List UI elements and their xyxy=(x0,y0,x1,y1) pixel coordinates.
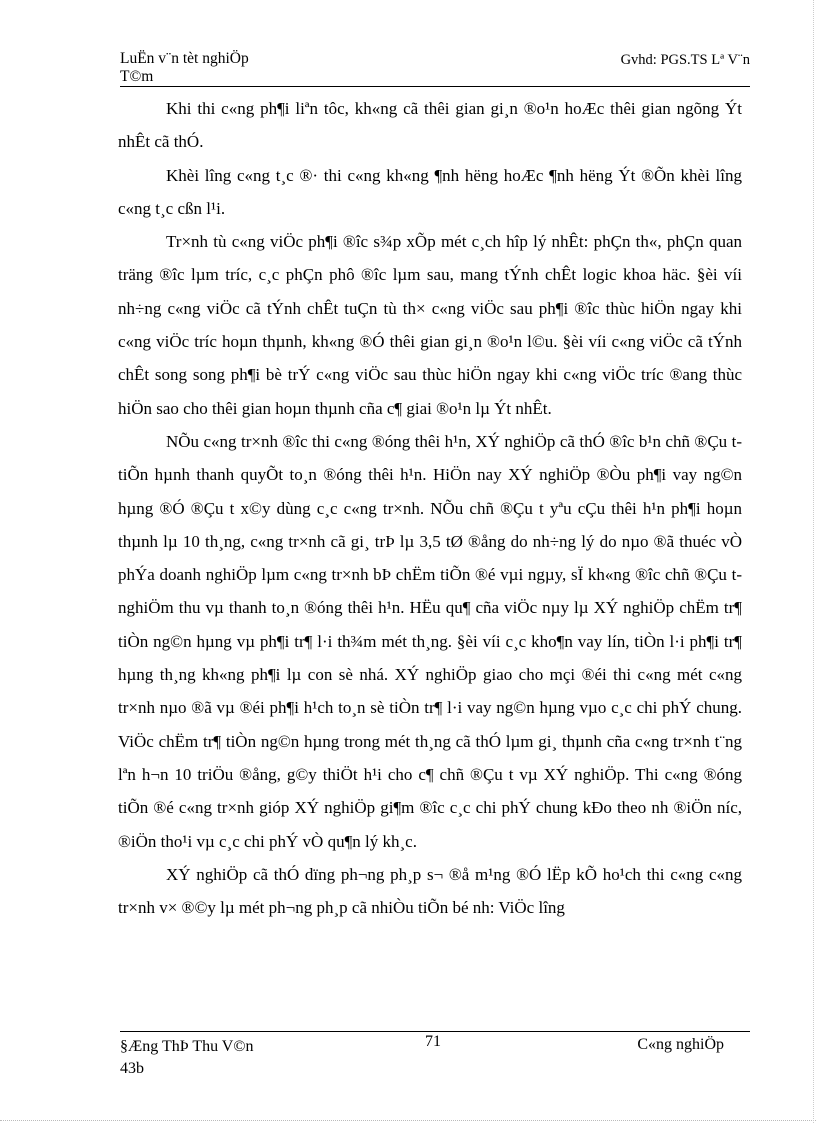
paragraph-3: Tr×nh tù c«ng viÖc ph¶i ®îc s¾p xÕp mét c¸ch hîp lý nhÊt: phÇn th«, phÇn quan träng ®îc lµm tríc, c¸c phÇn phô ®îc lµm sau, mang tÝnh chÊt logic khoa häc. §èi víi nh÷ng c«ng viÖc cã tÝnh chÊt tuÇn tù th× c«ng viÖc sau ph¶i ®îc thùc hiÖn ngay khi c«ng viÖc tríc hoµn thµnh, kh«ng ®Ó thêi gian gi¸n ®o¹n l©u. §èi víi c«ng viÖc cã tÝnh chÊt song song ph¶i bè trÝ c«ng viÖc sau thùc hiÖn ngay khi c«ng viÖc tríc ®ang thùc hiÖn sao cho thêi gian hoµn thµnh cña c¶ giai ®o¹n lµ Ýt nhÊt. xyxy=(118,232,742,418)
footer-class: 43b xyxy=(120,1060,144,1077)
header-left xyxy=(120,50,249,86)
paragraph-5: XÝ nghiÖp cã thÓ dïng ph¬ng ph¸p s¬ ®å m¹ng ®Ó lËp kÕ ho¹ch thi c«ng c«ng tr×nh v× ®©y lµ mét ph¬ng ph¸p cã nhiÒu tiÕn bé nh: ViÖc lîng xyxy=(118,864,742,918)
footer-department: C«ng nghiÖp xyxy=(637,1036,724,1053)
paragraph-1: Khi thi c«ng ph¶i liªn tôc, kh«ng cã thêi gian gi¸n ®o¹n hoÆc thêi gian ngõng Ýt nhÊt cã thÓ. xyxy=(118,99,742,152)
footer-author xyxy=(120,1036,254,1080)
header-author-fragment: T©m xyxy=(120,68,154,85)
page-edge-bottom xyxy=(0,1120,816,1121)
body-text xyxy=(118,92,742,924)
paragraph-2: Khèi lîng c«ng t¸c ®· thi c«ng kh«ng ¶nh hëng hoÆc ¶nh hëng Ýt ®Õn khèi lîng c«ng t¸c cßn l¹i. xyxy=(118,165,742,218)
footer-divider xyxy=(120,1031,750,1032)
paragraph-4: NÕu c«ng tr×nh ®îc thi c«ng ®óng thêi h¹n, XÝ nghiÖp cã thÓ ®îc b¹n chñ ®Çu t tiÕn hµnh thanh quyÕt to¸n ®óng thêi h¹n. HiÖn nay XÝ nghiÖp ®Òu ph¶i vay ng©n hµng ®Ó ®Çu t x©y dùng c¸c c«ng tr×nh. NÕu chñ ®Çu t yªu cÇu thêi h¹n ph¶i hoµn thµnh lµ 10 th¸ng, c«ng tr×nh cã gi¸ trÞ lµ 3,5 tØ ®ång do nh÷ng lý do nµo ®ã thuéc vÒ phÝa doanh nghiÖp lµm c«ng tr×nh bÞ chËm tiÕn ®é vµi ngµy, sÏ kh«ng ®îc chñ ®Çu t nghiÖm thu vµ thanh to¸n ®óng thêi h¹n. HËu qu¶ cña viÖc nµy lµ XÝ nghiÖp chËm tr¶ tiÒn ng©n hµng vµ ph¶i tr¶ l·i th¾m mét th¸ng. §èi víi c¸c kho¶n vay lín, tiÒn l·i ph¶i tr¶ hµng th¸ng kh«ng ph¶i lµ con sè nhá. XÝ nghiÖp giao cho mçi ®éi thi c«ng mét c«ng tr×nh nµo ®ã vµ ®éi ph¶i h¹ch to¸n sè tiÒn tr¶ l·i vay ng©n hµng vµo c¸c chi phÝ chung. ViÖc chËm tr¶ tiÒn ng©n hµng trong mét th¸ng cã thÓ lµm gi¸ thµnh cña c«ng tr×nh t¨ng lªn h¬n 10 triÖu ®ång, g©y thiÖt h¹i cho c¶ chñ ®Çu t vµ XÝ nghiÖp. Thi c«ng ®óng tiÕn ®é c«ng tr×nh gióp XÝ nghiÖp gi¶m ®îc c¸c chi phÝ chung kÐo theo nh ®iÖn níc, ®iÖn tho¹i vµ c¸c chi phÝ vÒ qu¶n lý kh¸c. xyxy=(118,431,742,851)
header-divider xyxy=(120,86,750,87)
page-number: 71 xyxy=(425,1033,441,1050)
header-supervisor: Gvhd: PGS.TS Lª V¨n xyxy=(620,52,750,68)
header-thesis-title: LuËn v¨n tèt nghiÖp xyxy=(120,50,249,67)
page-edge-right xyxy=(813,0,814,1123)
footer-author-name: §Æng ThÞ Thu V©n xyxy=(120,1038,254,1055)
